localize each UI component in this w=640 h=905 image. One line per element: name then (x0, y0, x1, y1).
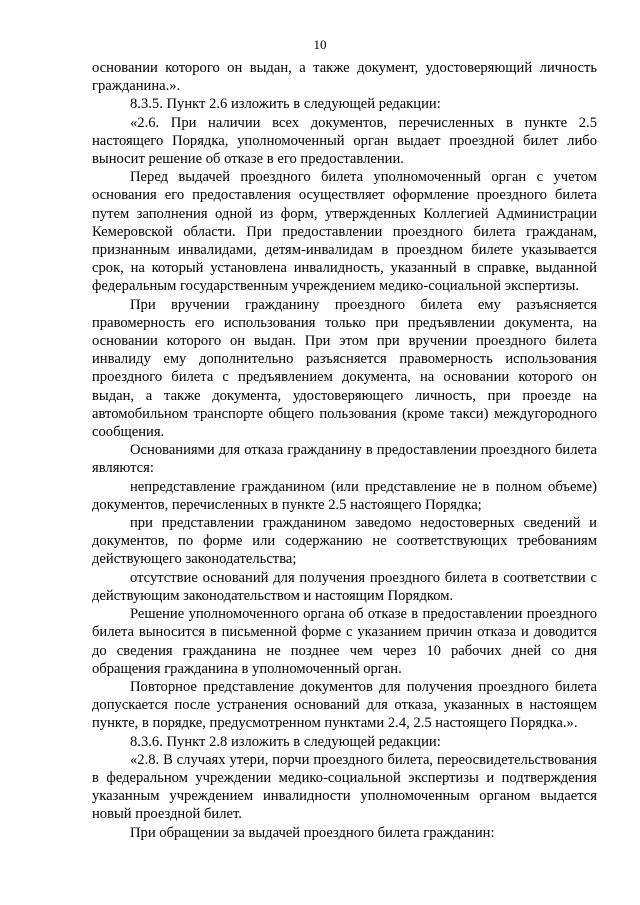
paragraph: при представлении гражданином заведомо недостоверных сведений и документов, по форме или содержанию не соответствующих требованиям действующего законодательства; (92, 515, 597, 568)
page-number: 10 (313, 37, 327, 52)
paragraph: 8.3.5. Пункт 2.6 изложить в следующей редакции: (130, 96, 441, 113)
paragraph: При обращении за выдачей проездного билета гражданин: (130, 824, 495, 841)
paragraph: «2.6. При наличии всех документов, перечисленных в пункте 2.5 настоящего Порядка, уполномоченный орган выдает проездной билет либо выносит решение об отказе в его предоставлении. (92, 114, 597, 168)
paragraph: 8.3.6. Пункт 2.8 изложить в следующей редакции: (130, 733, 441, 750)
paragraph: отсутствие оснований для получения проездного билета в соответствии с действующим законодательством и настоящим Порядком. (92, 569, 597, 604)
paragraph: Основаниями для отказа гражданину в предоставлении проездного билета являются: (92, 442, 597, 477)
document-body (92, 59, 597, 842)
paragraph: основании которого он выдан, а также документ, удостоверяющий личность гражданина.». (92, 60, 597, 95)
paragraph: «2.8. В случаях утери, порчи проездного билета, переосвидетельствования в федеральном учреждении медико-социальной экспертизы и подтверждения указанным учреждением инвалидности уполномоченным органом выдается новый проездной билет. (92, 751, 597, 823)
paragraph: Решение уполномоченного органа об отказе в предоставлении проездного билета выносится в письменной форме с указанием причин отказа и доводится до сведения гражданина не позднее чем через 10 рабочих дней со дня обращения гражданина в уполномоченный орган. (92, 606, 597, 677)
paragraph: непредставление гражданином (или представление не в полном объеме) документов, перечисленных в пункте 2.5 настоящего Порядка; (92, 478, 597, 513)
paragraph: Повторное представление документов для получения проездного билета допускается после устранения оснований для отказа, указанных в настоящем пункте, в порядке, предусмотренном пунктами 2.4, 2.5 настоящего Порядка.». (92, 678, 597, 732)
paragraph: Перед выдачей проездного билета уполномоченный орган с учетом основания его предоставления осуществляет оформление проездного билета путем заполнения одной из форм, утвержденных Коллегией Администрации Кемеровской области. При предоставлении проездного билета гражданам, признанным инвалидами, детям-инвалидам в проездном билете указывается срок, на который установлена инвалидность, указанный в справке, выданной федеральным государственным учреждением медико-социальной экспертизы. (92, 169, 597, 295)
paragraph: При вручении гражданину проездного билета ему разъясняется правомерность его использования только при предъявлении документа, на основании которого он выдан. При этом при вручении проездного билета инвалиду ему дополнительно разъясняется правомерность использования проездного билета с предъявлением документа, на основании которого он выдан, а также документа, удостоверяющего личность, при проезде на автомобильном транспорте общего пользования (кроме такси) междугородного сообщения. (92, 296, 597, 441)
